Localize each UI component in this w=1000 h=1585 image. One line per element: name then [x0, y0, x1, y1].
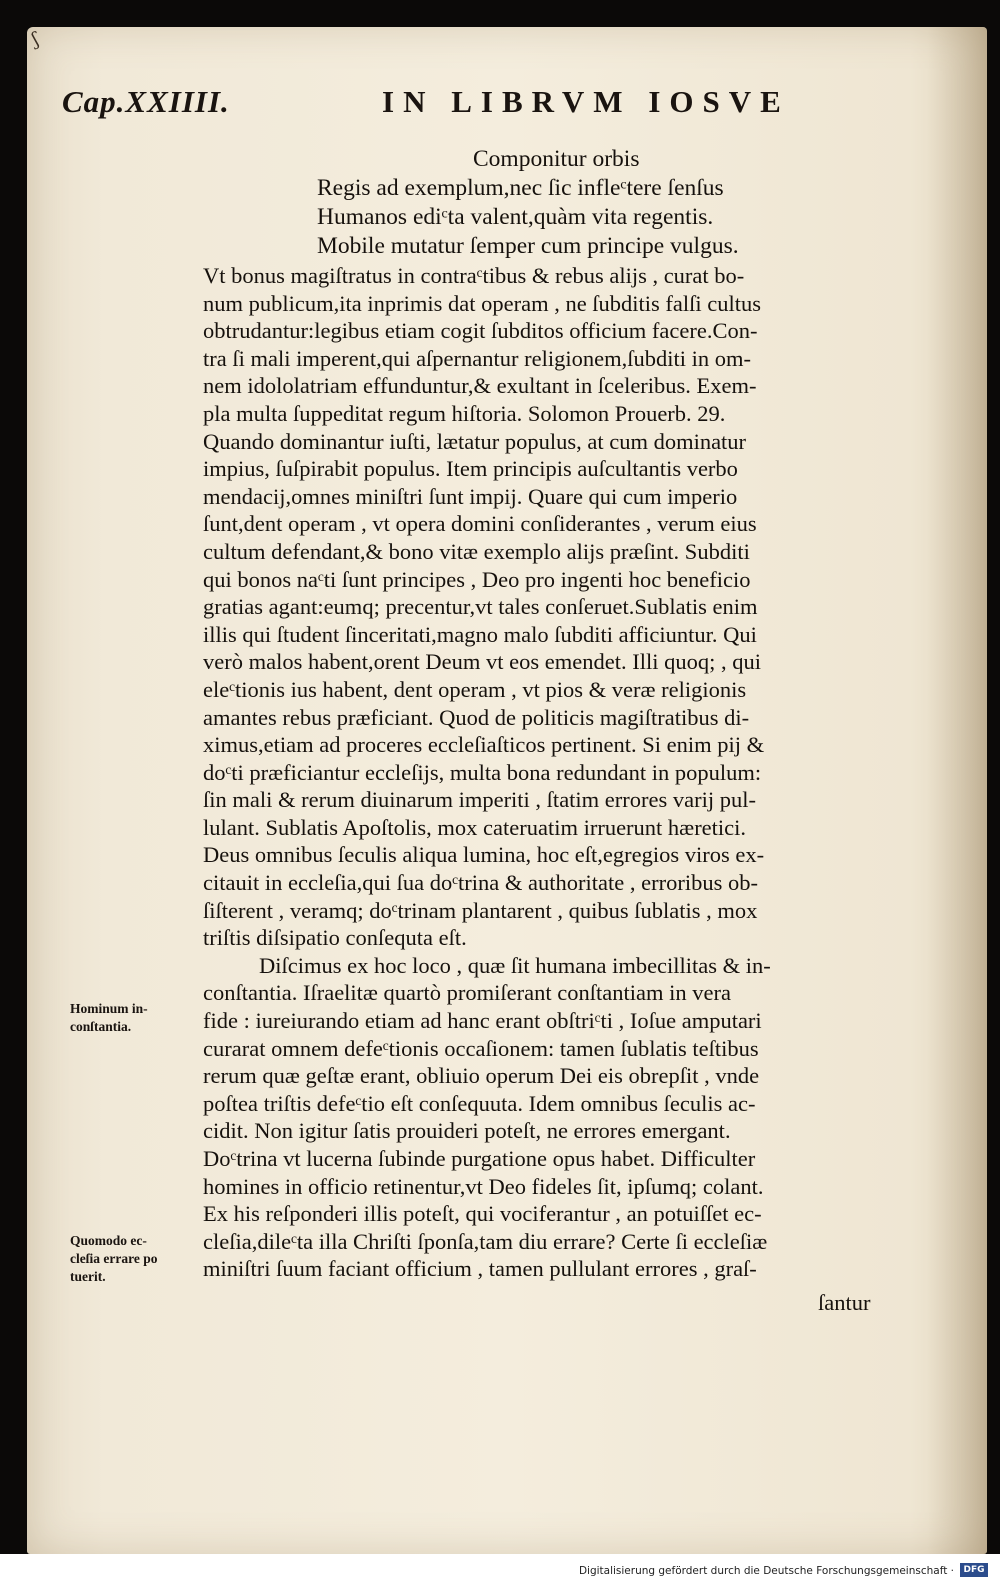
body-text	[203, 262, 897, 1283]
body-line: miniſtri ſuum faciant officium , tamen pullulant errores , graſ-	[203, 1256, 757, 1282]
body-line: tra ſi mali imperent,qui aſpernantur religionem,ſubditi in om-	[203, 345, 751, 371]
body-line: impius, ſuſpirabit populus. Item principis auſcultantis verbo	[203, 456, 738, 482]
verse-line: Mobile mutatur ſemper cum principe vulgus.	[317, 233, 739, 259]
margin-note-line: Hominum in-	[70, 1001, 148, 1016]
body-line: Vt bonus magiſtratus in contraᶜtibus & rebus alijs , curat bo-	[203, 263, 745, 288]
dfg-logo: DFG	[960, 1563, 988, 1577]
body-line: ximus,etiam ad proceres eccleſiaſticos pertinent. Si enim pij &	[203, 732, 765, 758]
funding-credit: Digitalisierung gefördert durch die Deutsche Forschungsgemeinschaft ·	[578, 1565, 954, 1577]
verse-line: Componitur orbis	[473, 146, 640, 172]
page-header	[62, 84, 862, 120]
body-line: cleſia,dileᶜta illa Chriſti ſponſa,tam diu errare? Certe ſi eccleſiæ	[203, 1228, 768, 1254]
body-line: rerum quæ geſtæ erant, obliuio operum Dei eis obrepſit , vnde	[203, 1063, 760, 1089]
body-line: ſin mali & rerum diuinarum imperiti , ſtatim errores varij pul-	[203, 787, 756, 813]
page-corner-ink-mark: ʃ	[29, 28, 42, 51]
catchword: ſantur	[818, 1290, 871, 1315]
verse-line: Regis ad exemplum,nec ſic infleᶜtere ſenſus	[317, 175, 724, 201]
body-line: eleᶜtionis ius habent, dent operam , vt pios & veræ religionis	[203, 676, 747, 702]
margin-note-ecclesia	[70, 1232, 190, 1286]
body-line: fide : iureiurando etiam ad hanc erant obſtriᶜti , Ioſue amputari	[203, 1008, 762, 1034]
body-line: gratias agant:eumq; precentur,vt tales conſeruet.Sublatis enim	[203, 594, 758, 620]
verse-line: Humanos ediᶜta valent,quàm vita regentis.	[317, 204, 714, 230]
margin-note-line: tuerit.	[70, 1269, 106, 1284]
margin-note-line: cleſia errare po	[70, 1251, 158, 1266]
body-line: triſtis diſsipatio conſequta eſt.	[203, 925, 467, 951]
body-line: illis qui ſtudent ſinceritati,magno malo ſubditi afficiuntur. Qui	[203, 621, 757, 647]
body-line: Diſcimus ex hoc loco , quæ ſit humana imbecillitas & in-	[259, 952, 771, 978]
body-line: poſtea triſtis defeᶜtio eſt conſequuta. Idem omnibus ſeculis ac-	[203, 1090, 756, 1116]
body-line: pla multa ſuppeditat regum hiſtoria. Solomon Prouerb. 29.	[203, 400, 726, 426]
body-line: conſtantia. Iſraelitæ quartò promiſerant conſtantiam in vera	[203, 980, 731, 1006]
body-line: doᶜti præficiantur eccleſijs, multa bona redundant in populum:	[203, 759, 762, 785]
body-line: Doᶜtrina vt lucerna ſubinde purgatione opus habet. Difficulter	[203, 1146, 756, 1171]
margin-note-line: conſtantia.	[70, 1019, 132, 1034]
body-line: nem idololatriam effunduntur,& exultant in ſceleribus. Exem-	[203, 373, 757, 399]
margin-note-line: Quomodo ec-	[70, 1233, 147, 1248]
body-line: amantes rebus præficiant. Quod de politicis magiſtratibus di-	[203, 704, 750, 730]
body-line: verò malos habent,orent Deum vt eos emendet. Illi quoq; , qui	[203, 649, 761, 675]
running-title: IN LIBRVM IOSVE	[382, 84, 790, 119]
body-line: curarat omnem defeᶜtionis occaſionem: tamen ſublatis teſtibus	[203, 1035, 759, 1061]
body-line: Deus omnibus ſeculis aliqua lumina, hoc eſt,egregios viros ex-	[203, 842, 765, 868]
body-line: homines in officio retinentur,vt Deo fideles ſit, ipſumq; colant.	[203, 1173, 764, 1199]
body-line: num publicum,ita inprimis dat operam , ne ſubditis falſi cultus	[203, 290, 762, 316]
body-line: lulant. Sublatis Apoſtolis, mox cateruatim irruerunt hæretici.	[203, 814, 747, 840]
body-line: Ex his reſponderi illis poteſt, qui vociferantur , an potuiſſet ec-	[203, 1201, 762, 1227]
chapter-number: Cap.XXIIII.	[62, 84, 230, 119]
body-line: cidit. Non igitur ſatis prouideri poteſt, ne errores emergant.	[203, 1118, 731, 1144]
body-line: obtrudantur:legibus etiam cogit ſubditos officium facere.Con-	[203, 318, 758, 344]
body-line: cultum defendant,& bono vitæ exemplo alijs præſint. Subditi	[203, 538, 750, 564]
body-line: ſiſterent , veramq; doᶜtrinam plantarent , quibus ſublatis , mox	[203, 897, 758, 923]
body-line: citauit in eccleſia,qui ſua doᶜtrina & authoritate , erroribus ob-	[203, 870, 758, 896]
body-line: mendacij,omnes miniſtri ſunt impij. Quare qui cum imperio	[203, 483, 738, 509]
margin-note-inconstantia	[70, 1000, 190, 1036]
body-line: Quando dominantur iuſti, lætatur populus, at cum dominatur	[203, 428, 747, 454]
body-line: ſunt,dent operam , vt opera domini conſiderantes , verum eius	[203, 511, 757, 537]
body-line: qui bonos naᶜti ſunt principes , Deo pro ingenti hoc beneficio	[203, 566, 751, 592]
